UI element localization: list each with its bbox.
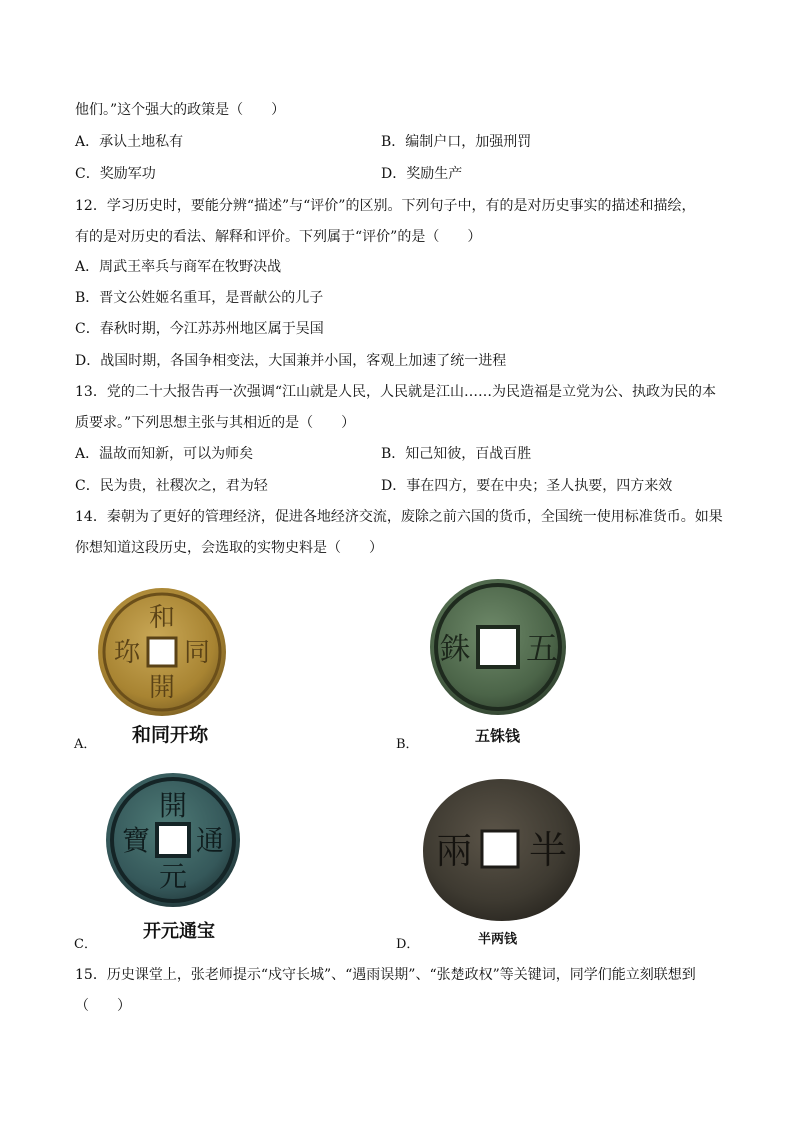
q12-option-b: B．晋文公姓姬名重耳，是晋献公的儿子 — [75, 290, 324, 306]
q13-option-c: C．民为贵，社稷次之，君为轻 — [75, 478, 268, 494]
q13-option-b: B．知己知彼，百战百胜 — [381, 446, 532, 462]
q12-option-c: C．春秋时期，今江苏苏州地区属于吴国 — [75, 321, 324, 337]
q13-line-1: 13．党的二十大报告再一次强调“江山就是人民，人民就是江山……为民造福是立党为公、执政为民的本 — [75, 384, 716, 400]
q11-option-c: C．奖励军功 — [75, 166, 156, 182]
coin-image-a — [96, 586, 228, 718]
q11-option-a: A．承认土地私有 — [75, 134, 184, 150]
coin-c-char-bottom: 元 — [158, 860, 188, 893]
coin-c-letter: C． — [74, 937, 97, 952]
coin-d-caption: 半两钱 — [478, 932, 518, 947]
coin-kai-yuan-tong-bao-icon — [104, 771, 242, 909]
q13-option-d: D．事在四方，要在中央；圣人执要，四方来效 — [381, 478, 673, 494]
q12-option-a: A．周武王率兵与商军在牧野决战 — [75, 259, 282, 275]
q12-option-d: D．战国时期，各国争相变法，大国兼并小国，客观上加速了统一进程 — [75, 353, 507, 369]
q12-line-2: 有的是对历史的看法、解释和评价。下列属于“评价”的是（ ） — [75, 229, 482, 245]
coin-a-char-top: 和 — [148, 603, 176, 633]
coin-wu-zhu-icon — [428, 577, 568, 717]
coin-b-caption: 五铢钱 — [475, 727, 521, 745]
q15-line-1: 15．历史课堂上，张老师提示“戍守长城”、“遇雨误期”、“张楚政权”等关键词，同学们能立刻联想到 — [75, 967, 696, 983]
coin-d-letter: D． — [396, 937, 420, 952]
coin-image-b — [428, 577, 568, 717]
coin-b-letter: B． — [396, 737, 419, 752]
q11-option-b: B．编制户口，加强刑罚 — [381, 134, 532, 150]
q13-line-2: 质要求。”下列思想主张与其相近的是（ ） — [75, 415, 356, 431]
coin-image-d — [420, 775, 582, 925]
q12-line-1: 12．学习历史时，要能分辨“描述”与“评价”的区别。下列句子中，有的是对历史事实的描述和描绘， — [75, 198, 696, 214]
coin-a-char-bottom: 開 — [148, 673, 176, 703]
q14-line-1: 14．秦朝为了更好的管理经济，促进各地经济交流，废除之前六国的货币，全国统一使用标准货币。如果 — [75, 509, 723, 525]
coin-b-char-right: 五 — [525, 629, 559, 667]
coin-a-caption: 和同开珎 — [132, 724, 209, 746]
q11-tail: 他们。”这个强大的政策是（ ） — [75, 102, 286, 118]
coin-c-char-top: 開 — [158, 789, 188, 822]
coin-image-c — [104, 771, 242, 909]
coin-ban-liang-icon — [420, 775, 582, 925]
coin-c-char-right: 通 — [195, 824, 225, 857]
coin-a-letter: A． — [74, 737, 97, 752]
coin-d-char-right: 半 — [528, 828, 568, 872]
coin-c-char-left: 寶 — [121, 824, 151, 857]
coin-a-char-left: 珎 — [113, 638, 141, 668]
coin-a-char-right: 同 — [183, 638, 211, 668]
q13-option-a: A．温故而知新，可以为师矣 — [75, 446, 254, 462]
q15-line-2: （ ） — [75, 998, 131, 1014]
q14-line-2: 你想知道这段历史，会选取的实物史料是（ ） — [75, 540, 383, 556]
coin-c-caption: 开元通宝 — [143, 921, 215, 942]
q11-option-d: D．奖励生产 — [381, 166, 463, 182]
coin-b-char-left: 銖 — [440, 632, 470, 667]
coin-d-char-left: 兩 — [435, 831, 473, 872]
coin-he-tong-kai-zhen-icon — [96, 586, 228, 718]
